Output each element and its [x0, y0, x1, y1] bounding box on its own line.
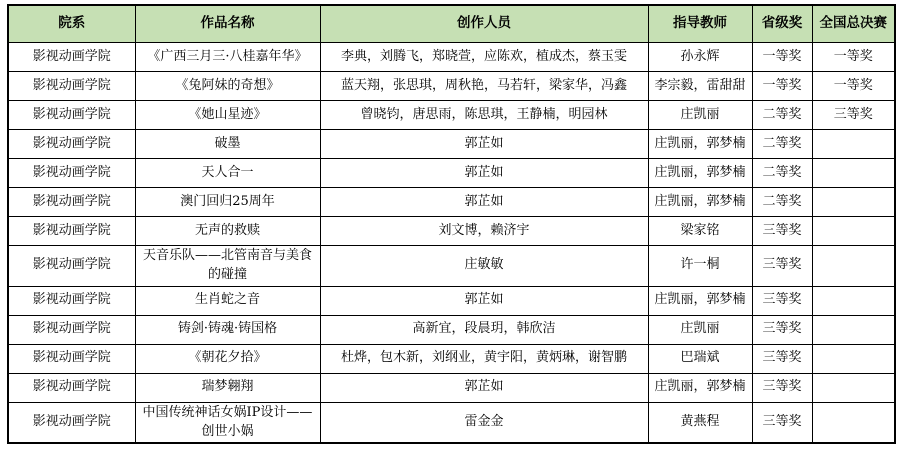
work-title-cell: 铸剑·铸魂·铸国格 [135, 315, 320, 344]
work-title-cell: 瑞梦翱翔 [135, 373, 320, 402]
table-body [8, 43, 895, 444]
supervisor-cell: 孙永辉 [648, 43, 752, 72]
supervisor-cell: 梁家铭 [648, 217, 752, 246]
provincial-award-cell: 二等奖 [752, 188, 812, 217]
department-cell: 影视动画学院 [8, 130, 135, 159]
provincial-award-cell: 三等奖 [752, 217, 812, 246]
creators-cell: 雷金金 [320, 402, 648, 443]
national-final-cell: 一等奖 [812, 72, 895, 101]
national-final-cell [812, 373, 895, 402]
table-row [8, 72, 895, 101]
creators-cell: 郭芷如 [320, 130, 648, 159]
table-row [8, 159, 895, 188]
supervisor-cell: 许一桐 [648, 246, 752, 287]
department-cell: 影视动画学院 [8, 246, 135, 287]
creators-cell: 郭芷如 [320, 159, 648, 188]
col-header-supervisor: 指导教师 [648, 5, 752, 43]
creators-cell: 郭芷如 [320, 188, 648, 217]
table-row [8, 246, 895, 287]
supervisor-cell: 巴瑞斌 [648, 344, 752, 373]
creators-cell: 刘文博，赖济宇 [320, 217, 648, 246]
national-final-cell [812, 159, 895, 188]
national-final-cell [812, 286, 895, 315]
table-row [8, 286, 895, 315]
col-header-creators: 创作人员 [320, 5, 648, 43]
supervisor-cell: 黄燕程 [648, 402, 752, 443]
national-final-cell [812, 402, 895, 443]
national-final-cell [812, 246, 895, 287]
creators-cell: 高新宜，段晨玥，韩欣洁 [320, 315, 648, 344]
table-row [8, 402, 895, 443]
supervisor-cell: 庄凯丽 [648, 315, 752, 344]
national-final-cell [812, 217, 895, 246]
work-title-cell: 中国传统神话女娲IP设计——创世小娲 [135, 402, 320, 443]
department-cell: 影视动画学院 [8, 188, 135, 217]
provincial-award-cell: 三等奖 [752, 246, 812, 287]
provincial-award-cell: 一等奖 [752, 72, 812, 101]
table-row [8, 344, 895, 373]
department-cell: 影视动画学院 [8, 344, 135, 373]
department-cell: 影视动画学院 [8, 217, 135, 246]
national-final-cell [812, 130, 895, 159]
work-title-cell: 破墨 [135, 130, 320, 159]
supervisor-cell: 庄凯丽，郭梦楠 [648, 373, 752, 402]
department-cell: 影视动画学院 [8, 101, 135, 130]
provincial-award-cell: 二等奖 [752, 130, 812, 159]
department-cell: 影视动画学院 [8, 159, 135, 188]
provincial-award-cell: 三等奖 [752, 344, 812, 373]
department-cell: 影视动画学院 [8, 43, 135, 72]
work-title-cell: 澳门回归25周年 [135, 188, 320, 217]
work-title-cell: 生肖蛇之音 [135, 286, 320, 315]
work-title-cell: 天音乐队——北管南音与美食的碰撞 [135, 246, 320, 287]
creators-cell: 郭芷如 [320, 373, 648, 402]
work-title-cell: 《兔阿妹的奇想》 [135, 72, 320, 101]
creators-cell: 庄敏敏 [320, 246, 648, 287]
provincial-award-cell: 二等奖 [752, 101, 812, 130]
supervisor-cell: 庄凯丽，郭梦楠 [648, 188, 752, 217]
col-header-department: 院系 [8, 5, 135, 43]
header-row [8, 5, 895, 43]
table-row [8, 130, 895, 159]
creators-cell: 杜烨，包木新，刘纲业，黄宇阳，黄炳琳，谢智鹏 [320, 344, 648, 373]
table-row [8, 373, 895, 402]
department-cell: 影视动画学院 [8, 72, 135, 101]
provincial-award-cell: 三等奖 [752, 373, 812, 402]
work-title-cell: 《广西三月三·八桂嘉年华》 [135, 43, 320, 72]
supervisor-cell: 李宗毅，雷甜甜 [648, 72, 752, 101]
table-row [8, 101, 895, 130]
table-row [8, 217, 895, 246]
provincial-award-cell: 二等奖 [752, 159, 812, 188]
creators-cell: 李典，刘腾飞，郑晓萱，应陈欢，植成杰，蔡玉雯 [320, 43, 648, 72]
national-final-cell [812, 315, 895, 344]
department-cell: 影视动画学院 [8, 286, 135, 315]
provincial-award-cell: 三等奖 [752, 286, 812, 315]
awards-table [7, 4, 896, 444]
col-header-national-final: 全国总决赛 [812, 5, 895, 43]
provincial-award-cell: 三等奖 [752, 402, 812, 443]
supervisor-cell: 庄凯丽，郭梦楠 [648, 286, 752, 315]
work-title-cell: 《朝花夕拾》 [135, 344, 320, 373]
national-final-cell: 一等奖 [812, 43, 895, 72]
table-row [8, 188, 895, 217]
creators-cell: 郭芷如 [320, 286, 648, 315]
col-header-work-title: 作品名称 [135, 5, 320, 43]
supervisor-cell: 庄凯丽 [648, 101, 752, 130]
provincial-award-cell: 一等奖 [752, 43, 812, 72]
department-cell: 影视动画学院 [8, 402, 135, 443]
national-final-cell: 三等奖 [812, 101, 895, 130]
supervisor-cell: 庄凯丽，郭梦楠 [648, 159, 752, 188]
creators-cell: 曾晓钧，唐思雨，陈思琪，王静楠，明园林 [320, 101, 648, 130]
work-title-cell: 天人合一 [135, 159, 320, 188]
provincial-award-cell: 三等奖 [752, 315, 812, 344]
national-final-cell [812, 188, 895, 217]
work-title-cell: 《她山星迹》 [135, 101, 320, 130]
table-row [8, 43, 895, 72]
table-row [8, 315, 895, 344]
work-title-cell: 无声的救赎 [135, 217, 320, 246]
supervisor-cell: 庄凯丽，郭梦楠 [648, 130, 752, 159]
national-final-cell [812, 344, 895, 373]
creators-cell: 蓝天翔，张思琪，周秋艳，马若轩，梁家华，冯鑫 [320, 72, 648, 101]
department-cell: 影视动画学院 [8, 373, 135, 402]
department-cell: 影视动画学院 [8, 315, 135, 344]
col-header-provincial-award: 省级奖 [752, 5, 812, 43]
